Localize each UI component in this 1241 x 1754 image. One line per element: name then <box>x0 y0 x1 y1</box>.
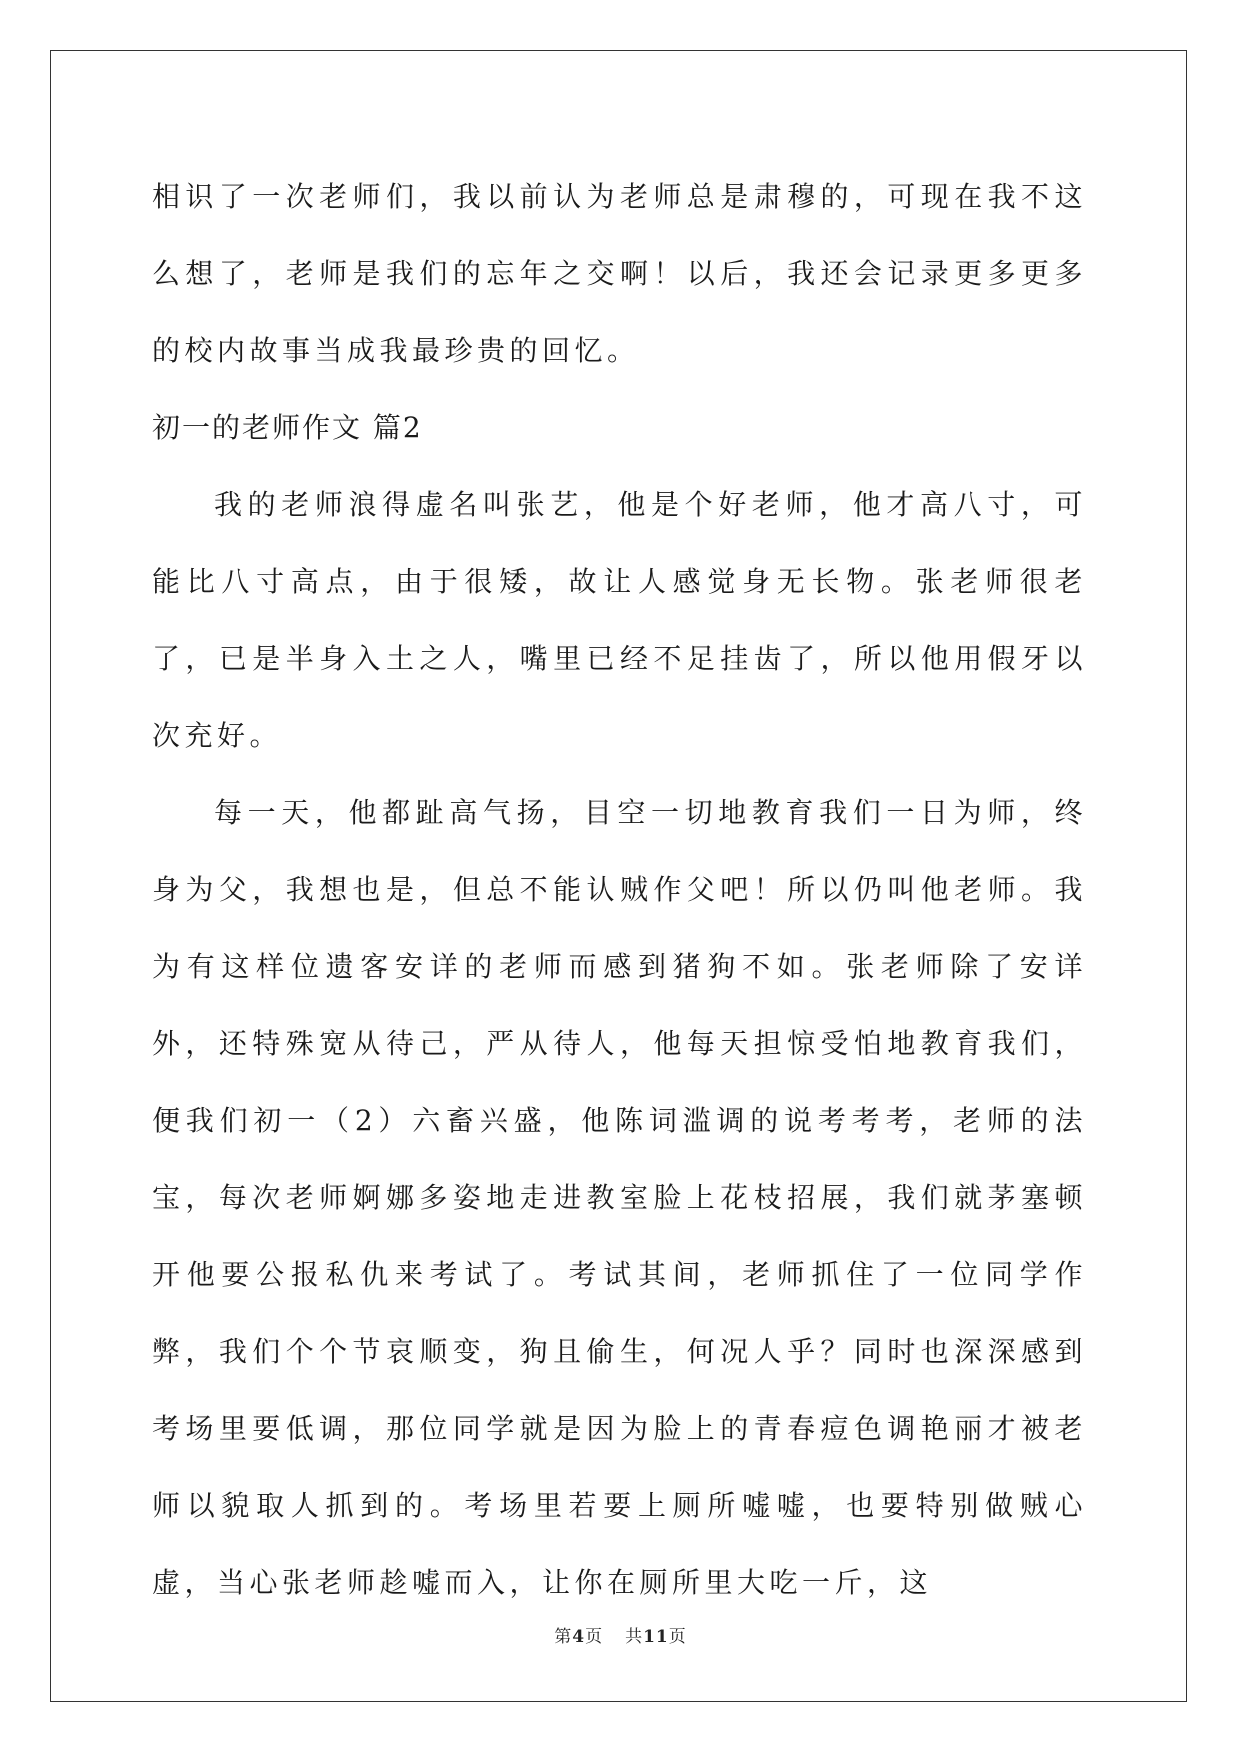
footer-current-page: 4 <box>572 1627 586 1647</box>
footer-total-suffix: 页 <box>668 1627 687 1647</box>
footer-total-prefix: 共 <box>625 1627 644 1647</box>
paragraph-daily-teaching: 每一天，他都趾高气扬，目空一切地教育我们一日为师，终身为父，我想也是，但总不能认贼作父吧！所以仍叫他老师。我为有这样位遗客安详的老师而感到猪狗不如。张老师除了安详外，还特殊宽从待己，严从待人，他每天担惊受怕地教育我们，便我们初一（2）六畜兴盛，他陈词滥调的说考考考，老师的法宝，每次老师婀娜多姿地走进教室脸上花枝招展，我们就茅塞顿开他要公报私仇来考试了。考试其间，老师抓住了一位同学作弊，我们个个节哀顺变，狗且偷生，何况人乎？同时也深深感到考场里要低调，那位同学就是因为脸上的青春痘色调艳丽才被老师以貌取人抓到的。考场里若要上厕所嘘嘘，也要特别做贼心虚，当心张老师趁嘘而入，让你在厕所里大吃一斤，这 <box>152 796 1087 1599</box>
document-body <box>152 158 1087 1621</box>
footer-page-suffix: 页 <box>585 1627 604 1647</box>
footer-prefix: 第 <box>554 1627 573 1647</box>
paragraph-teacher-intro: 我的老师浪得虚名叫张艺，他是个好老师，他才高八寸，可能比八寸高点，由于很矮，故让人感觉身无长物。张老师很老了，已是半身入土之人，嘴里已经不足挂齿了，所以他用假牙以次充好。 <box>152 488 1087 752</box>
page-footer <box>0 1622 1241 1647</box>
footer-total-pages: 11 <box>643 1627 669 1647</box>
paragraph-continuation: 相识了一次老师们，我以前认为老师总是肃穆的，可现在我不这么想了，老师是我们的忘年之交啊！以后，我还会记录更多更多的校内故事当成我最珍贵的回忆。 <box>152 180 1087 367</box>
essay-heading: 初一的老师作文 篇2 <box>152 411 423 444</box>
